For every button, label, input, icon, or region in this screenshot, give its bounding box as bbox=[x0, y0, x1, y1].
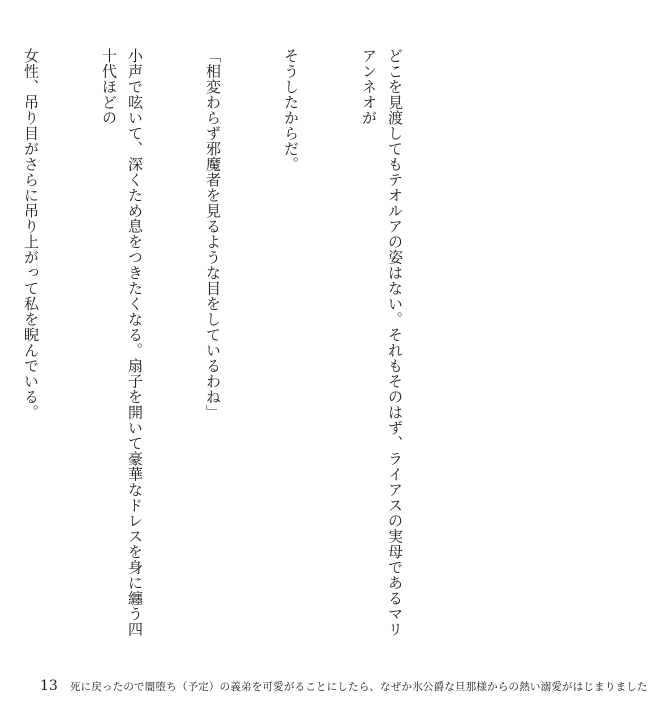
running-title: 死に戻ったので闇堕ち（予定）の義弟を可愛がることにしたら、なぜか氷公爵な旦那様からの熱い溺愛がはじまりました bbox=[69, 681, 648, 693]
page-footer bbox=[40, 678, 648, 694]
text-line: 小声で呟いて、深くため息をつきたくなる。扇子を開いて豪華なドレスを身に纏う四十代ほどの bbox=[100, 48, 144, 637]
page-number: 13 bbox=[40, 678, 58, 694]
text-line: 女性、吊り目がさらに吊り上がって私を睨んでいる。 bbox=[22, 48, 40, 420]
text-line: そうしたからだ。 bbox=[282, 48, 300, 172]
text-line: 「相変わらず邪魔者を見るような目をしているわね」 bbox=[204, 48, 222, 420]
text-line: どこを見渡してもテオルアの姿はない。それもそのはず、ライアスの実母であるマリアンネオが bbox=[360, 48, 404, 637]
vertical-body-text bbox=[22, 48, 460, 648]
